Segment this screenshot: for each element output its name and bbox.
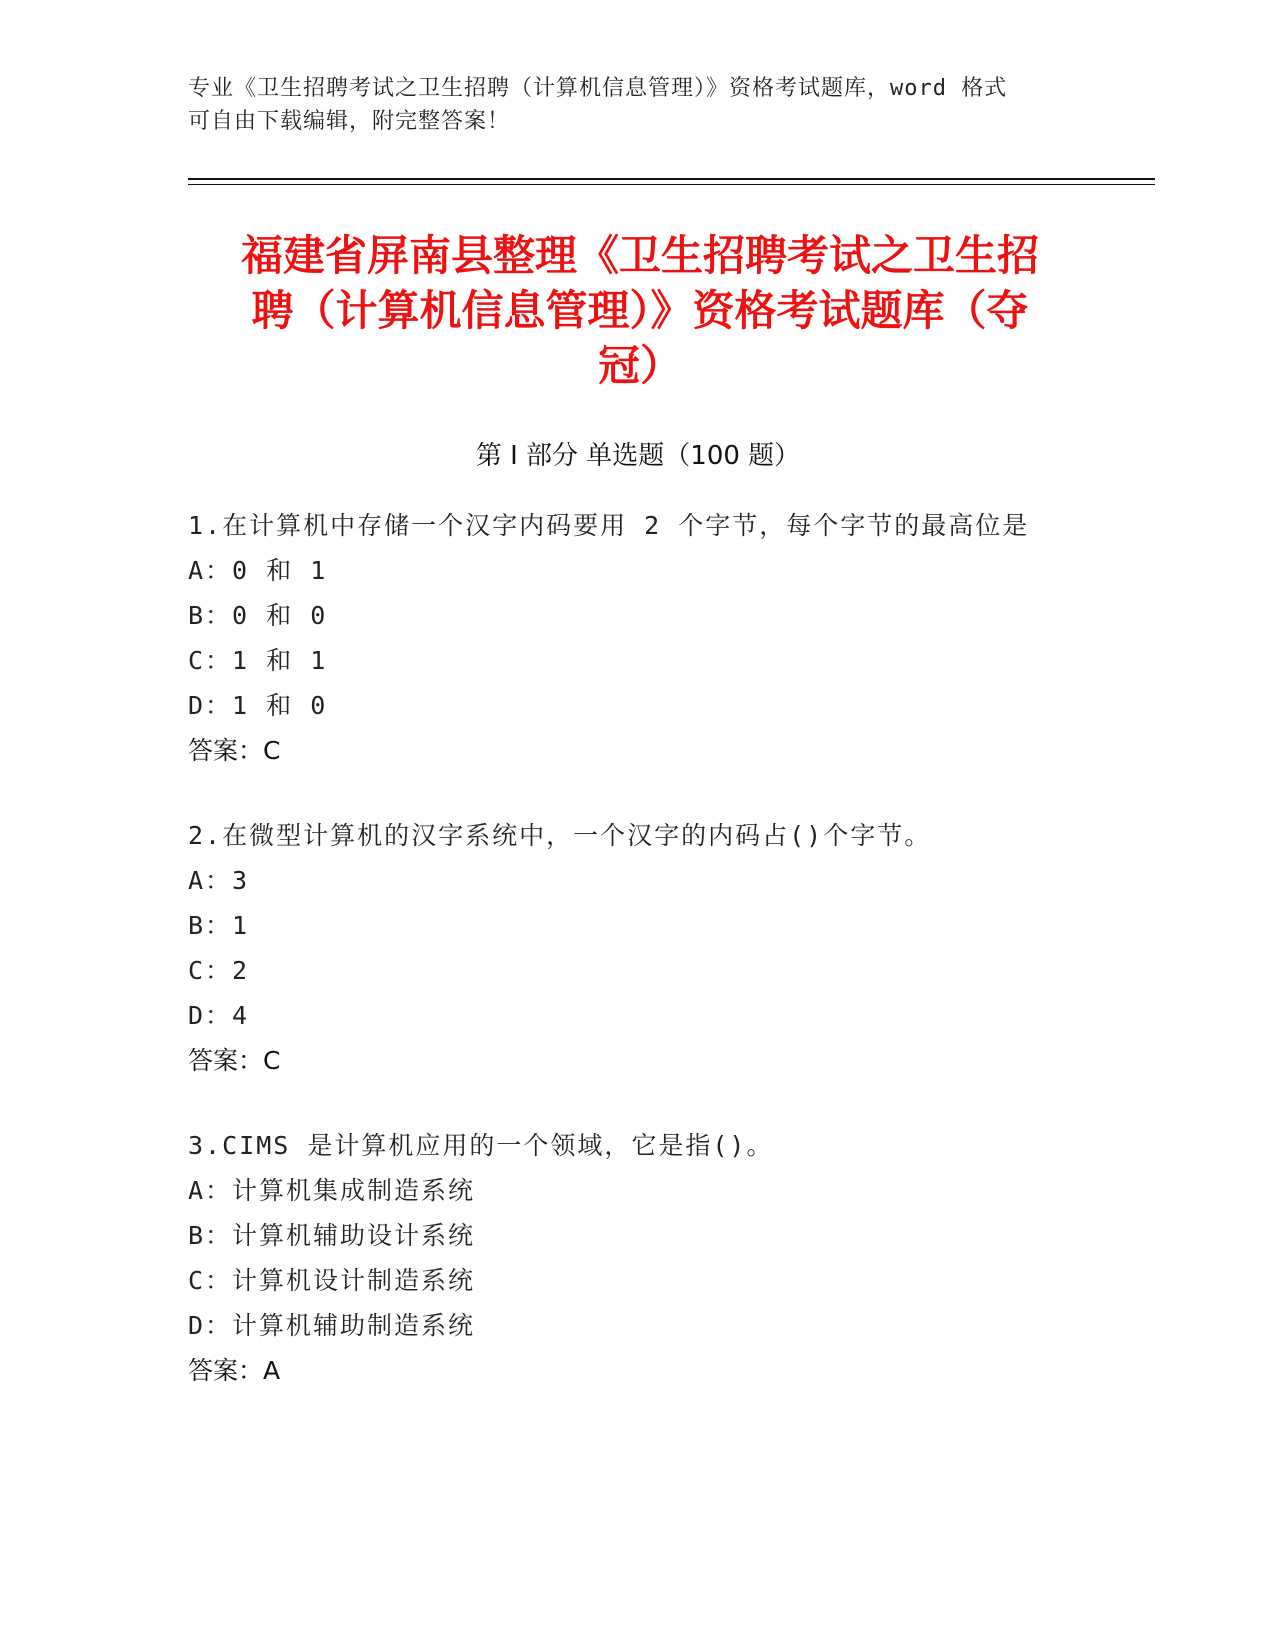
- title-line-2: 聘（计算机信息管理）》资格考试题库（夺: [251, 286, 1029, 335]
- title-line-1: 福建省屏南县整理《卫生招聘考试之卫生招: [240, 231, 1039, 280]
- answer: 答案：C: [188, 736, 281, 765]
- question-stem: 2.在微型计算机的汉字系统中，一个汉字的内码占()个字节。: [188, 821, 932, 850]
- option-b: B：计算机辅助设计系统: [188, 1221, 476, 1250]
- answer: 答案：C: [188, 1046, 281, 1075]
- header-divider-thin: [188, 184, 1155, 185]
- option-d: D：4: [188, 1001, 250, 1030]
- option-b: B：1: [188, 911, 250, 940]
- option-d: D：1 和 0: [188, 691, 328, 720]
- option-a: A：0 和 1: [188, 556, 328, 585]
- option-b: B：0 和 0: [188, 601, 328, 630]
- title-line-3: 冠）: [597, 341, 682, 390]
- document-title: [190, 228, 1090, 393]
- option-c: C：计算机设计制造系统: [188, 1266, 476, 1295]
- option-a: A：计算机集成制造系统: [188, 1176, 476, 1205]
- option-a: A：3: [188, 866, 250, 895]
- answer: 答案：A: [188, 1356, 281, 1385]
- option-c: C：2: [188, 956, 250, 985]
- question-2: [188, 813, 1088, 1083]
- question-1: [188, 503, 1088, 773]
- question-stem: 1.在计算机中存储一个汉字内码要用 2 个字节，每个字节的最高位是: [188, 511, 1030, 540]
- header-divider-thick: [188, 178, 1155, 180]
- header-note-line-2: 可自由下载编辑，附完整答案！: [188, 109, 511, 134]
- header-note: [188, 72, 1068, 138]
- question-stem: 3.CIMS 是计算机应用的一个领域，它是指()。: [188, 1131, 774, 1160]
- option-c: C：1 和 1: [188, 646, 328, 675]
- option-d: D：计算机辅助制造系统: [188, 1311, 476, 1340]
- question-3: [188, 1123, 1088, 1393]
- section-title: 第 I 部分 单选题（100 题）: [475, 441, 801, 471]
- header-note-line-1: 专业《卫生招聘考试之卫生招聘（计算机信息管理）》资格考试题库，word 格式: [188, 76, 1008, 101]
